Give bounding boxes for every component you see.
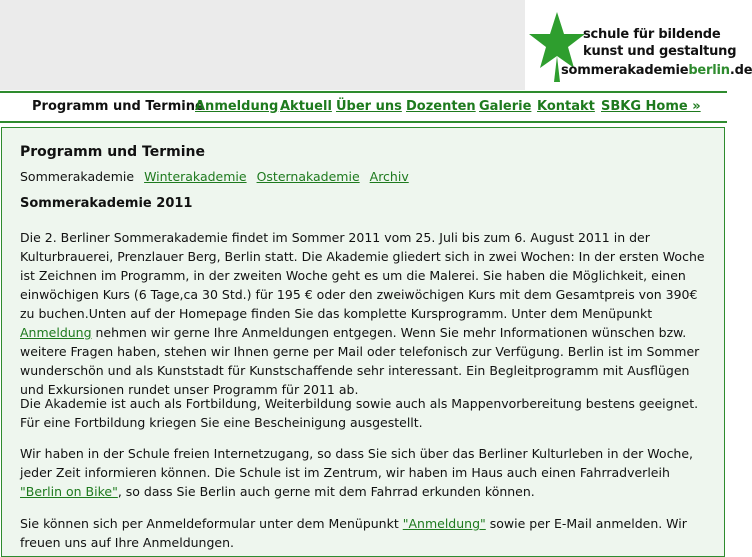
intro-text-b: nehmen wir gerne Ihre Anmeldungen entgegen. Wenn Sie mehr Informationen wünschen bzw. weitere Fragen haben, stehen wir Ihnen gerne per Mail oder telefonisch zur Verfügung. Berlin ist im Sommer wunderschön und als Kunststadt für Kunstschaffende sehr interessant. Ein Begleitprogramm mit Ausflügen und Exkursionen rundet unser Programm für 2011 ab. <box>20 325 700 397</box>
nav-aktuell[interactable]: Aktuell <box>280 99 332 114</box>
subnav-winterakademie[interactable]: Winterakademie <box>144 169 247 184</box>
logo-text-berlin: berlin <box>688 63 730 78</box>
berlin-on-bike-link[interactable]: "Berlin on Bike" <box>20 484 118 499</box>
page-title: Programm und Termine <box>20 144 205 160</box>
intro-text-a: Die 2. Berliner Sommerakademie findet im Sommer 2011 vom 25. Juli bis zum 6. August 2011 in der Kulturbrauerei, Prenzlauer Berg, Berlin statt. Die Akademie gliedert sich in zwei Wochen: In der ersten Woche ist Zeichnen im Programm, in der zweiten Woche geht es um die Malerei. Sie haben die Möglichkeit, einen einwöchigen Kurs (6 Tage,ca 30 Std.) für 195 € oder den zweiwöchigen Kurs mit dem Gesamtpreis von 390€ zu buchen.Unten auf der Homepage finden Sie das komplette Kursprogramm. Unter dem Menüpunkt <box>20 230 705 321</box>
subnav-sommerakademie: Sommerakademie <box>20 169 135 184</box>
nav-anmeldung[interactable]: Anmeldung <box>195 99 279 114</box>
fortbildung-paragraph: Die Akademie ist auch als Fortbildung, Weiterbildung sowie auch als Mappenvorbereitung bestens geeignet. Für eine Fortbildung kriegen Sie eine Bescheinigung ausgestellt. <box>20 396 699 430</box>
nav-dozenten[interactable]: Dozenten <box>406 99 476 114</box>
anmeldung-link[interactable]: Anmeldung <box>20 325 92 340</box>
content-panel <box>1 127 725 557</box>
nav-ueber-uns[interactable]: Über uns <box>336 99 402 114</box>
sub-navigation <box>20 169 415 184</box>
logo-text-de: .de <box>729 63 752 78</box>
subnav-osternakademie[interactable]: Osternakademie <box>256 169 360 184</box>
internet-text-b: , so dass Sie Berlin auch gerne mit dem Fahrrad erkunden können. <box>117 484 535 499</box>
main-navigation <box>0 91 727 123</box>
nav-galerie[interactable]: Galerie <box>479 99 532 114</box>
logo-line-3 <box>561 63 752 78</box>
nav-sbkg-home[interactable]: SBKG Home » <box>601 99 701 114</box>
registration-text-b: sowie per E-Mail anmelden. Wir freuen uns auf Ihre Anmeldungen. <box>20 516 687 550</box>
section-title: Sommerakademie 2011 <box>20 196 193 211</box>
anmeldung-link-2[interactable]: "Anmeldung" <box>402 516 486 531</box>
intro-paragraph <box>20 228 708 399</box>
registration-text-a: Sie können sich per Anmeldeformular unter dem Menüpunkt <box>20 516 403 531</box>
school-logo[interactable] <box>525 0 752 90</box>
internet-text-a: Wir haben in der Schule freien Internetzugang, so dass Sie sich über das Berliner Kulturleben in der Woche, jeder Zeit informieren können. Die Schule ist im Zentrum, wir haben im Haus auch einen Fahrradverleih <box>20 446 694 480</box>
nav-programm-und-termine[interactable]: Programm und Termine <box>32 99 204 114</box>
registration-paragraph <box>20 514 708 552</box>
logo-text-sommerakademie: sommerakademie <box>561 63 689 78</box>
header-band <box>0 0 525 90</box>
subnav-archiv[interactable]: Archiv <box>369 169 409 184</box>
internet-paragraph <box>20 444 708 501</box>
logo-line-2: kunst und gestaltung <box>583 44 737 59</box>
nav-kontakt[interactable]: Kontakt <box>537 99 595 114</box>
logo-line-1: schule für bildende <box>583 27 721 42</box>
